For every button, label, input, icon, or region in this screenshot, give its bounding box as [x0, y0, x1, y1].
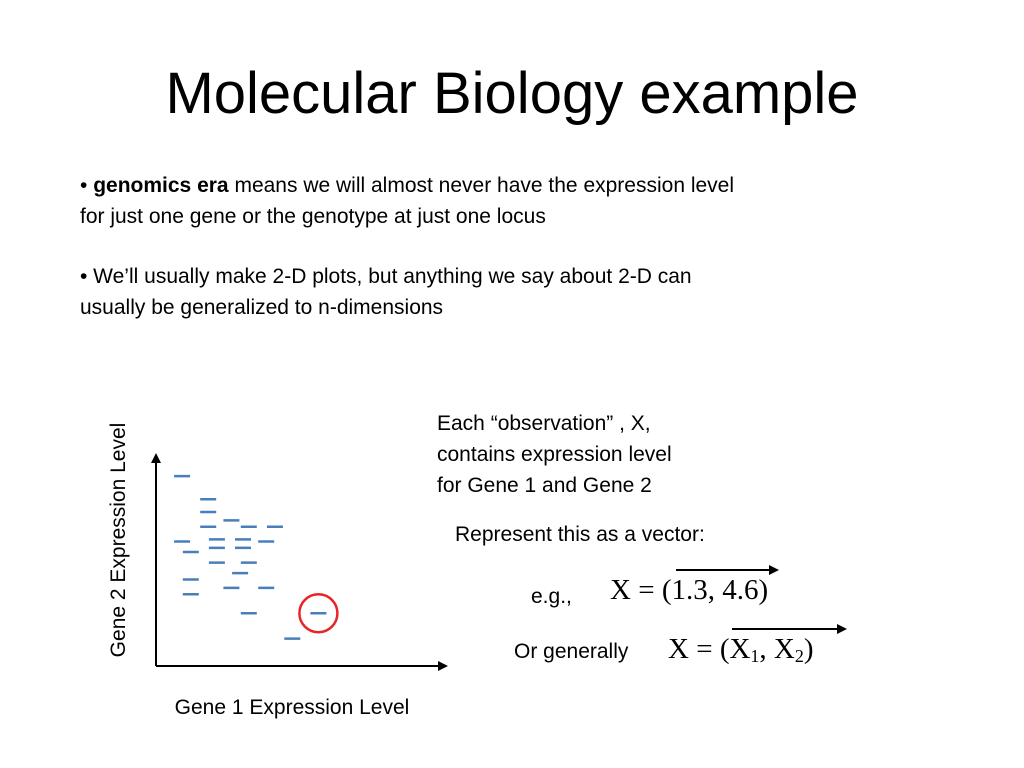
- observation-line2: contains expression level: [437, 443, 672, 466]
- equals-sign: =: [696, 633, 713, 665]
- observation-line1: Each “observation” , X,: [437, 412, 651, 435]
- bullet1-line1-rest: means we will almost never have the expression level: [234, 174, 735, 197]
- bullet2-line2: usually be generalized to n-dimensions: [80, 296, 444, 319]
- observation-note: [437, 408, 672, 501]
- bullet2-line1: • We’ll usually make 2-D plots, but anything we say about 2-D can: [80, 265, 692, 288]
- subscript-2: 2: [794, 646, 804, 666]
- general-close: ): [803, 633, 814, 665]
- general-label: Or generally: [514, 640, 629, 663]
- data-points: [174, 476, 337, 638]
- example-vector-value: (1.3, 4.6): [661, 574, 769, 606]
- general-mid: , X: [759, 633, 795, 665]
- genomics-era-term: genomics era: [93, 174, 229, 197]
- equals-sign: =: [638, 574, 655, 606]
- subscript-1: 1: [750, 646, 760, 666]
- general-open: (X: [719, 633, 751, 665]
- general-vector-formula: [668, 633, 814, 667]
- vector-symbol: X: [668, 633, 689, 665]
- slide-title: Molecular Biology example: [165, 61, 859, 126]
- vector-symbol: X: [610, 574, 631, 606]
- eg-label: e.g.,: [531, 585, 572, 608]
- observation-line3: for Gene 1 and Gene 2: [437, 474, 652, 497]
- example-vector-formula: [610, 574, 768, 607]
- bullet-marker: •: [80, 174, 88, 197]
- x-axis-label: Gene 1 Expression Level: [174, 696, 410, 719]
- bullet1-line2: for just one gene or the genotype at just one locus: [80, 205, 546, 228]
- represent-note: Represent this as a vector:: [455, 523, 705, 546]
- y-axis-label: Gene 2 Expression Level: [107, 422, 130, 658]
